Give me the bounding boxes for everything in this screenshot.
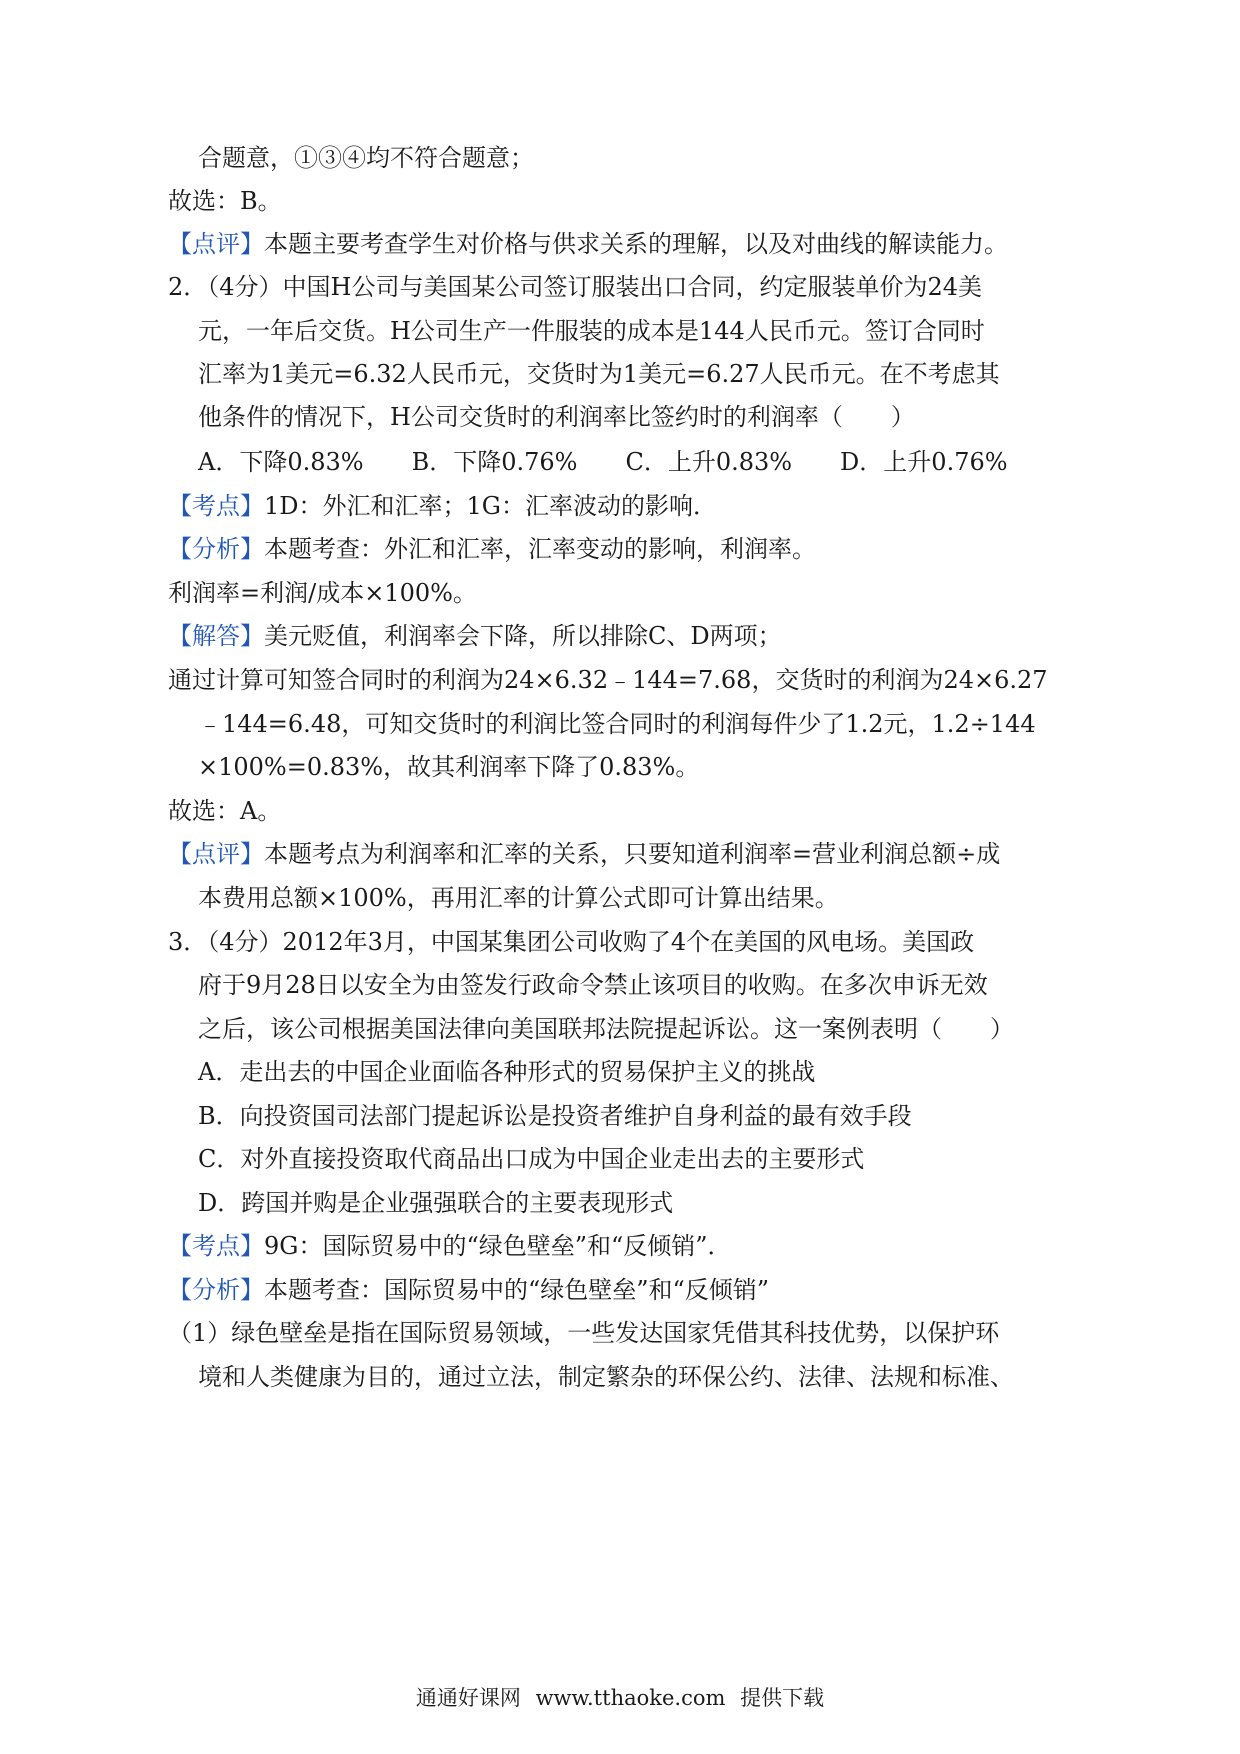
text-line: 之后，该公司根据美国法律向美国联邦法院提起诉讼。这一案例表明（ ） bbox=[198, 1015, 1014, 1043]
page-footer bbox=[0, 1685, 1240, 1711]
text: 本题考查：国际贸易中的“绿色壁垒”和“反倾销” bbox=[264, 1276, 770, 1304]
tag-dianping: 【点评】 bbox=[168, 840, 264, 868]
text: 本题主要考查学生对价格与供求关系的理解，以及对曲线的解读能力。 bbox=[264, 230, 1008, 258]
text-line: （1）绿色壁垒是指在国际贸易领域，一些发达国家凭借其科技优势，以保护环 bbox=[168, 1319, 1000, 1347]
question-3-line: 3．（4分）2012年3月，中国某集团公司收购了4个在美国的风电场。美国政 bbox=[168, 928, 975, 956]
text: 本题考查：外汇和汇率，汇率变动的影响，利润率。 bbox=[264, 535, 816, 563]
answer-option-d: D．跨国并购是企业强强联合的主要表现形式 bbox=[198, 1189, 674, 1217]
tag-dianping: 【点评】 bbox=[168, 230, 264, 258]
answer-option-a: A．走出去的中国企业面临各种形式的贸易保护主义的挑战 bbox=[198, 1058, 816, 1086]
answer-options: A．下降0.83% B．下降0.76% C．上升0.83% D．上升0.76% bbox=[198, 448, 1008, 476]
text-line: 汇率为1美元=6.32人民币元，交货时为1美元=6.27人民币元。在不考虑其 bbox=[198, 360, 1000, 388]
tag-fenxi: 【分析】 bbox=[168, 1276, 264, 1304]
text: 本题考点为利润率和汇率的关系，只要知道利润率=营业利润总额÷成 bbox=[264, 840, 1001, 868]
text-line: 元，一年后交货。H公司生产一件服装的成本是144人民币元。签订合同时 bbox=[198, 317, 985, 345]
tag-jieda: 【解答】 bbox=[168, 622, 264, 650]
text-line bbox=[168, 1275, 769, 1305]
text-line: 他条件的情况下，H公司交货时的利润率比签约时的利润率（ ） bbox=[198, 403, 915, 431]
answer-option-b: B．向投资国司法部门提起诉讼是投资者维护自身利益的最有效手段 bbox=[198, 1102, 912, 1130]
footer-suffix: 提供下载 bbox=[740, 1686, 825, 1710]
tag-kaodian: 【考点】 bbox=[168, 492, 264, 520]
text-line: ﹣144=6.48，可知交货时的利润比签合同时的利润每件少了1.2元，1.2÷144 bbox=[198, 710, 1036, 738]
text-line bbox=[168, 1231, 732, 1261]
text-line: ×100%=0.83%，故其利润率下降了0.83%。 bbox=[198, 753, 700, 781]
tag-fenxi: 【分析】 bbox=[168, 535, 264, 563]
text-line: 故选：B。 bbox=[168, 187, 282, 215]
text: 美元贬值，利润率会下降，所以排除C、D两项； bbox=[264, 622, 782, 650]
text-line bbox=[168, 839, 1000, 869]
text: 1D：外汇和汇率；1G：汇率波动的影响． bbox=[264, 492, 717, 520]
text-line: 合题意，①③④均不符合题意； bbox=[198, 144, 534, 172]
text-line: 府于9月28日以安全为由签发行政命令禁止该项目的收购。在多次申诉无效 bbox=[198, 971, 988, 999]
footer-url: www.tthaoke.com bbox=[535, 1686, 726, 1710]
footer-site-name: 通通好课网 bbox=[415, 1686, 521, 1710]
text-line: 利润率=利润/成本×100%。 bbox=[168, 579, 477, 607]
text-line bbox=[168, 534, 816, 564]
text-line bbox=[168, 229, 1008, 259]
text-line: 本费用总额×100%，再用汇率的计算公式即可计算出结果。 bbox=[198, 884, 839, 912]
question-2-line: 2．（4分）中国H公司与美国某公司签订服装出口合同，约定服装单价为24美 bbox=[168, 273, 983, 301]
text-line: 故选：A。 bbox=[168, 797, 282, 825]
tag-kaodian: 【考点】 bbox=[168, 1232, 264, 1260]
text-line: 通过计算可知签合同时的利润为24×6.32﹣144=7.68，交货时的利润为24×6.27 bbox=[168, 666, 1048, 694]
text-line bbox=[168, 491, 717, 521]
text-line: 境和人类健康为目的，通过立法，制定繁杂的环保公约、法律、法规和标准、 bbox=[198, 1363, 1014, 1391]
text: 9G：国际贸易中的“绿色壁垒”和“反倾销”． bbox=[264, 1232, 732, 1260]
text-line bbox=[168, 621, 782, 651]
answer-option-c: C．对外直接投资取代商品出口成为中国企业走出去的主要形式 bbox=[198, 1145, 865, 1173]
